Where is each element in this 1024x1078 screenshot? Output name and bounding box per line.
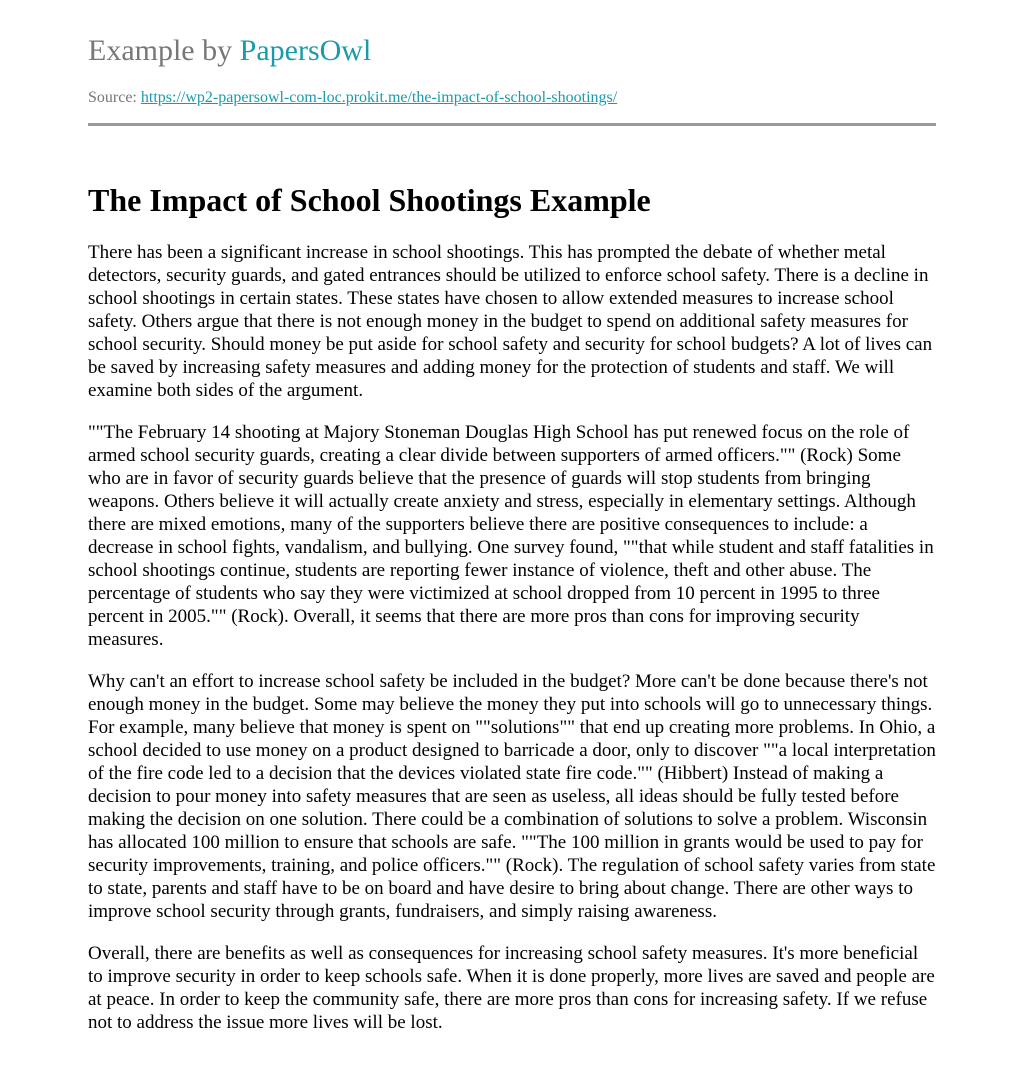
source-link[interactable]: https://wp2-papersowl-com-loc.prokit.me/the-impact-of-school-shootings/ — [140, 89, 618, 106]
brand-name[interactable]: PapersOwl — [239, 34, 372, 67]
source-line — [88, 87, 936, 109]
source-label: Source: — [88, 89, 137, 106]
essay-body — [88, 241, 936, 1034]
document-page — [88, 0, 936, 1053]
page-title: The Impact of School Shootings Example — [88, 182, 651, 218]
paragraph-1: There has been a significant increase in school shootings. This has prompted the debate of whether metal detectors, security guards, and gated entrances should be utilized to enforce school safety. There is a decline in school shootings in certain states. These states have chosen to allow extended measures to increase school safety. Others argue that there is not enough money in the budget to spend on additional safety measures for school security. Should money be put aside for school safety and security for school budgets? A lot of lives can be saved by increasing safety measures and adding money for the protection of students and staff. We will examine both sides of the argument. — [88, 242, 933, 401]
brand-prefix: Example by — [88, 34, 233, 67]
paragraph-2: ""The February 14 shooting at Majory Stoneman Douglas High School has put renewed focus on the role of armed school security guards, creating a clear divide between supporters of armed officers."" (Rock) Some who are in favor of security guards believe that the presence of guards will stop students from bringing weapons. Others believe it will actually create anxiety and stress, especially in elementary settings. Although there are mixed emotions, many of the supporters believe there are positive consequences to include: a decrease in school fights, vandalism, and bullying. One survey found, ""that while student and staff fatalities in school shootings continue, students are reporting fewer instance of violence, theft and other abuse. The percentage of students who say they were victimized at school dropped from 10 percent in 1995 to three percent in 2005."" (Rock). Overall, it seems that there are more pros than cons for improving security measures. — [88, 422, 934, 650]
header-divider — [88, 123, 936, 126]
brand-line — [88, 31, 936, 71]
paragraph-4: Overall, there are benefits as well as consequences for increasing school safety measures. It's more beneficial to improve security in order to keep schools safe. When it is done properly, more lives are saved and people are at peace. In order to keep the community safe, there are more pros than cons for increasing safety. If we refuse not to address the issue more lives will be lost. — [88, 943, 935, 1033]
paragraph-3: Why can't an effort to increase school safety be included in the budget? More can't be done because there's not enough money in the budget. Some may believe the money they put into schools will go to unnecessary things. For example, many believe that money is spent on ""solutions"" that end up creating more problems. In Ohio, a school decided to use money on a product designed to barricade a door, only to discover ""a local interpretation of the fire code led to a decision that the devices violated state fire code."" (Hibbert) Instead of making a decision to pour money into safety measures that are seen as useless, all ideas should be fully tested before making the decision on one solution. There could be a combination of solutions to solve a problem. Wisconsin has allocated 100 million to ensure that schools are safe. ""The 100 million in grants would be used to pay for security improvements, training, and police officers."" (Rock). The regulation of school safety varies from state to state, parents and staff have to be on board and have desire to bring about change. There are other ways to improve school security through grants, fundraisers, and simply raising awareness. — [88, 671, 936, 922]
